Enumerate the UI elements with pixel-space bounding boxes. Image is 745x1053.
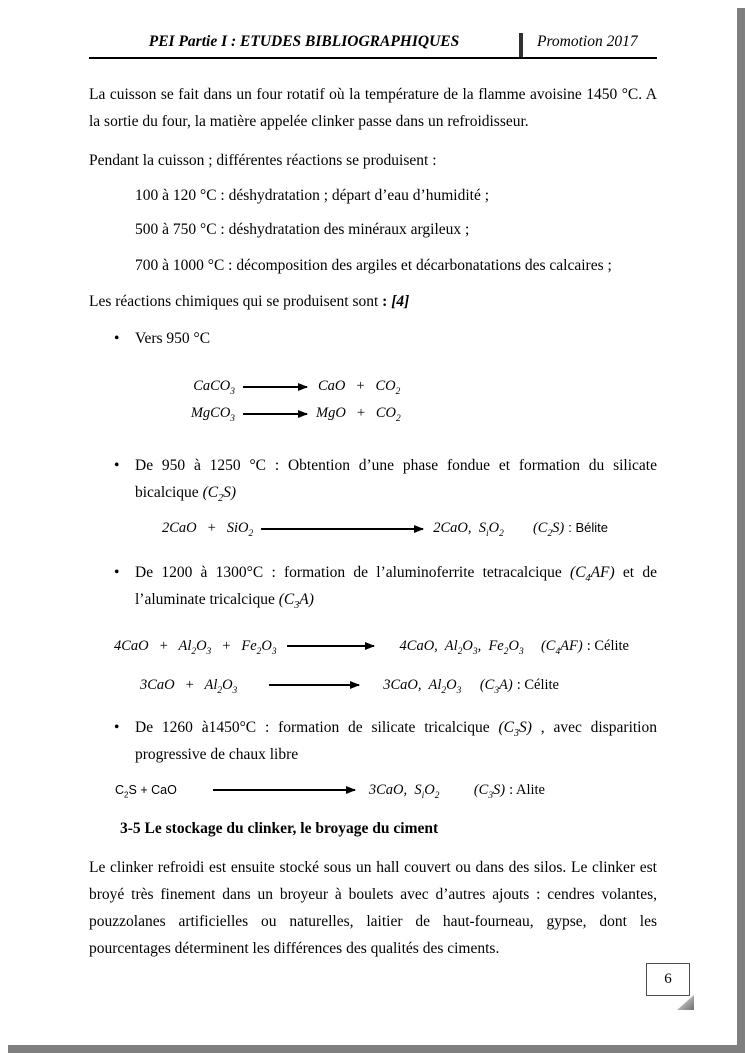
equation-rhs: MgO + $CO_2$ bbox=[316, 405, 401, 424]
chemical-formula-c4af: $(C_4AF)$ bbox=[570, 564, 615, 585]
equation-celite-c3a bbox=[89, 677, 657, 694]
equation-label bbox=[532, 520, 608, 540]
equation-lhs: $C_2S$ + CaO bbox=[115, 783, 177, 800]
equation-lhs: MgCO$_3$ bbox=[190, 405, 235, 424]
arrow-right-icon bbox=[243, 386, 307, 388]
chemical-formula-c3s: $(C_3S)$ bbox=[473, 781, 506, 801]
equation-alite bbox=[89, 782, 657, 799]
chemical-formula-c2s: $(C_2S)$ bbox=[202, 484, 237, 505]
arrow-right-icon bbox=[261, 528, 423, 530]
bullet-item-vers-950 bbox=[89, 325, 657, 352]
equation-label bbox=[474, 782, 545, 799]
equation-lhs: 2CaO + SiO$_2$ bbox=[162, 520, 254, 540]
bullet-text: De 1260 à1450°C : formation de silicate tricalcique $(C_3S)$ , avec disparition progressive de chaux libre bbox=[135, 718, 657, 763]
equation-rhs: 3CaO, $Al_2O_3$ bbox=[383, 676, 462, 696]
arrow-right-icon bbox=[213, 789, 355, 791]
bullet-text: De 1200 à 1300°C : formation de l’aluminoferrite tetracalcique $(C_4AF)$ et de l’aluminate tricalcique $(C_3A)$ bbox=[135, 564, 657, 612]
equation-label bbox=[480, 677, 559, 694]
chemical-formula-c3s: $(C_3S)$ bbox=[498, 718, 532, 739]
page-corner-fold-icon bbox=[677, 995, 694, 1010]
paragraph-reactions-chimiques: Les réactions chimiques qui se produisent sont : [4] bbox=[89, 292, 410, 310]
header-title: PEI Partie I : ETUDES BIBLIOGRAPHIQUES bbox=[148, 33, 460, 50]
bullet-item-silicate-tricalcique bbox=[89, 714, 657, 768]
bullet-icon: • bbox=[114, 564, 120, 582]
bullet-text: De 950 à 1250 °C : Obtention d’une phase fondue et formation du silicate bicalcique $(C_2S)$ bbox=[135, 457, 657, 505]
temp-line-2: 500 à 750 °C : déshydratation des minéraux argileux ; bbox=[135, 220, 470, 238]
temp-line-3: 700 à 1000 °C : décomposition des argiles et décarbonatations des calcaires ; bbox=[135, 256, 612, 274]
arrow-right-icon bbox=[243, 413, 307, 415]
equation-rhs: 2CaO, $S_iO_2$ bbox=[433, 520, 504, 540]
page-number-box bbox=[646, 963, 690, 996]
mineral-name: : Célite bbox=[516, 676, 559, 693]
bullet-item-aluminoferrite bbox=[89, 559, 657, 613]
bullet-icon: • bbox=[114, 329, 120, 347]
bullet-item-phase-fondue bbox=[89, 452, 657, 506]
equation-lhs: CaCO$_3$ bbox=[193, 378, 235, 397]
bullet-icon: • bbox=[114, 718, 120, 736]
mineral-name: : Célite bbox=[586, 637, 629, 654]
equation-rhs: CaO + $CO_2$ bbox=[318, 378, 401, 397]
section-heading-stockage: 3-5 Le stockage du clinker, le broyage du ciment bbox=[120, 819, 439, 837]
equation-rhs: 3CaO, $S_iO_2$ bbox=[368, 781, 440, 801]
chemical-formula-c4af: $(C_4AF)$ bbox=[540, 637, 583, 657]
equation-lhs: $4CaO + Al_2O_3 + Fe_2O_3$ bbox=[114, 637, 277, 657]
paragraph-stockage: Le clinker refroidi est ensuite stocké sous un hall couvert ou dans des silos. Le clinker est broyé très finement dans un broyeur à boulets avec d’autres ajouts : cendres volantes, pouzzolanes artificielles ou naturelles, laitier de haut-fourneau, gypse, dont les pourcentages déterminent les différences des qualités des ciments. bbox=[89, 858, 657, 958]
equation-label bbox=[541, 638, 629, 655]
mineral-name: : Alite bbox=[509, 781, 545, 798]
chemical-formula-c3a: $(C_3A)$ bbox=[479, 676, 513, 696]
header-promotion: Promotion 2017 bbox=[537, 33, 638, 50]
chemical-formula-c3a: $(C_3A)$ bbox=[278, 591, 314, 612]
bullet-icon: • bbox=[114, 457, 120, 474]
equation-belite bbox=[89, 520, 657, 540]
document-body bbox=[89, 81, 657, 962]
equation-lhs: $3CaO + Al_2O_3$ bbox=[140, 676, 238, 696]
temp-line-1: 100 à 120 °C : déshydratation ; départ d’eau d’humidité ; bbox=[135, 187, 490, 205]
paragraph-reactions-intro: Pendant la cuisson ; différentes réactions se produisent : bbox=[89, 152, 437, 170]
equation-celite-c4af bbox=[89, 638, 657, 655]
equation-rhs: 4CaO, $Al_2O_3$, $Fe_2O_3$ bbox=[399, 637, 524, 657]
chemical-formula-c2s: $(C_2S)$ bbox=[532, 520, 565, 540]
bullet-text: Vers 950 °C bbox=[135, 329, 211, 347]
mineral-name: : Bélite bbox=[568, 520, 608, 536]
reference-citation: : [4] bbox=[382, 292, 410, 310]
header-divider bbox=[519, 33, 523, 57]
paragraph-cuisson: La cuisson se fait dans un four rotatif où la température de la flamme avoisine 1450 °C. A la sortie du four, la matière appelée clinker passe dans un refroidisseur. bbox=[89, 86, 657, 131]
page-header bbox=[89, 0, 657, 59]
equation-caco3 bbox=[89, 378, 657, 395]
page-number: 6 bbox=[664, 971, 672, 987]
arrow-right-icon bbox=[269, 684, 359, 686]
equation-mgco3 bbox=[89, 405, 657, 422]
arrow-right-icon bbox=[287, 645, 374, 647]
